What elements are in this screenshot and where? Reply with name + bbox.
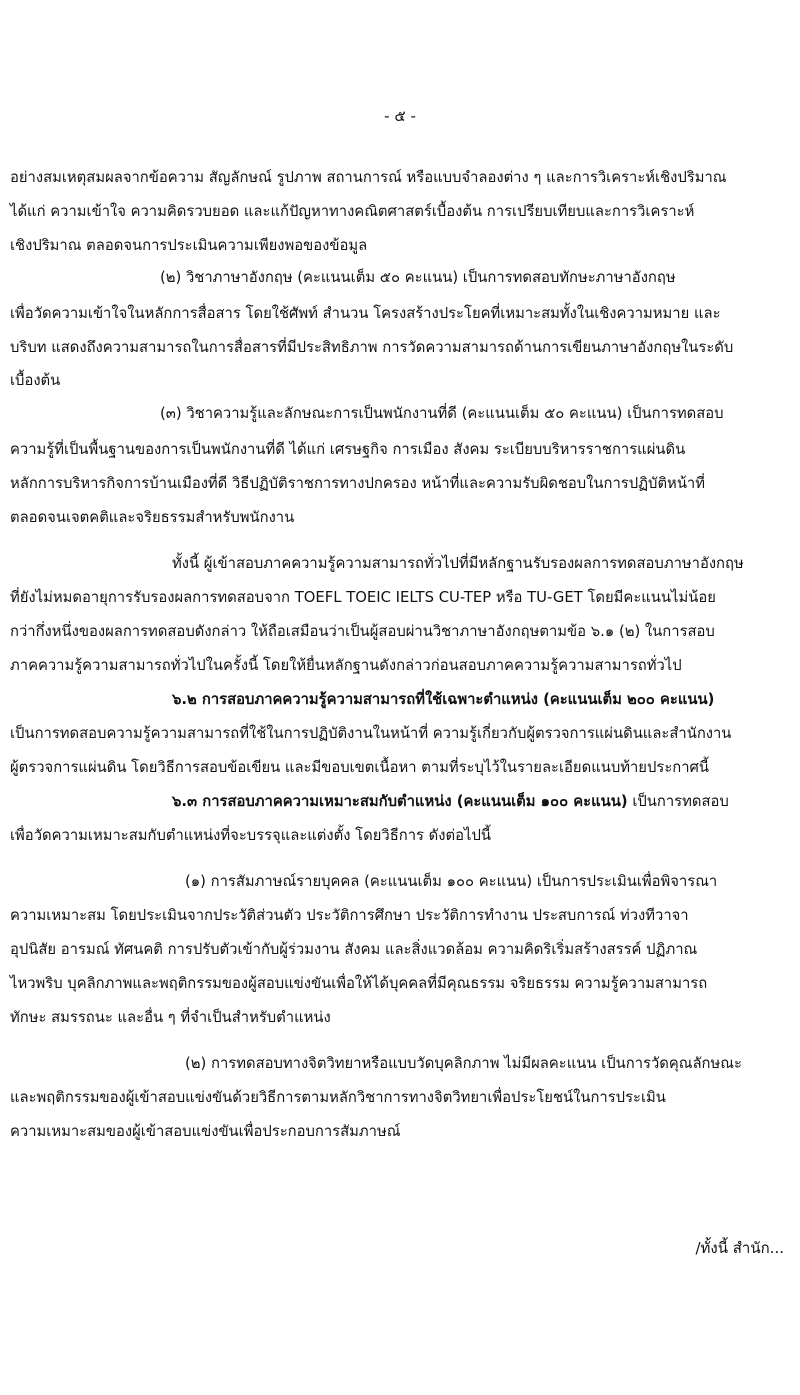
section-line [172, 792, 729, 812]
text-line: (๓) วิชาความรู้และลักษณะการเป็นพนักงานที่ดี (คะแนนเต็ม ๕๐ คะแนน) เป็นการทดสอบ [160, 405, 724, 422]
text-line: เพื่อวัดความเข้าใจในหลักการสื่อสาร โดยใช้ศัพท์ สำนวน โครงสร้างประโยคที่เหมาะสมทั้งในเชิงความหมาย และ [10, 305, 721, 322]
section-heading: ๖.๒ การสอบภาคความรู้ความสามารถที่ใช้เฉพาะตำแหน่ง (คะแนนเต็ม ๒๐๐ คะแนน) [172, 691, 715, 708]
text-line: อุปนิสัย อารมณ์ ทัศนคติ การปรับตัวเข้ากับผู้ร่วมงาน สังคม และสิ่งแวดล้อม ความคิดริเริ่มสร้างสรรค์ ปฏิภาณ [10, 941, 698, 958]
section-heading: ๖.๓ การสอบภาคความเหมาะสมกับตำแหน่ง (คะแนนเต็ม ๑๐๐ คะแนน) [172, 793, 628, 810]
text-line: เพื่อวัดความเหมาะสมกับตำแหน่งที่จะบรรจุและแต่งตั้ง โดยวิธีการ ดังต่อไปนี้ [10, 827, 491, 844]
text-line: เบื้องต้น [10, 372, 61, 389]
text-line: (๒) การทดสอบทางจิตวิทยาหรือแบบวัดบุคลิกภาพ ไม่มีผลคะแนน เป็นการวัดคุณลักษณะ [185, 1055, 742, 1072]
text-line: กว่ากึ่งหนึ่งของผลการทดสอบดังกล่าว ให้ถือเสมือนว่าเป็นผู้สอบผ่านวิชาภาษาอังกฤษตามข้อ ๖.๑ (๒) ในการสอบ [10, 623, 715, 640]
text-line: บริบท แสดงถึงความสามารถในการสื่อสารที่มีประสิทธิภาพ การวัดความสามารถด้านการเขียนภาษาอังกฤษในระดับ [10, 339, 734, 356]
text-line: (๒) วิชาภาษาอังกฤษ (คะแนนเต็ม ๕๐ คะแนน) เป็นการทดสอบทักษะภาษาอังกฤษ [160, 269, 676, 286]
text-line: ความรู้ที่เป็นพื้นฐานของการเป็นพนักงานที่ดี ได้แก่ เศรษฐกิจ การเมือง สังคม ระเบียบบริหารราชการแผ่นดิน [10, 441, 686, 458]
text-line: ไหวพริบ บุคลิกภาพและพฤติกรรมของผู้สอบแข่งขันเพื่อให้ได้บุคคลที่มีคุณธรรม จริยธรรม ความรู้ความสามารถ [10, 975, 708, 992]
text-line: ภาคความรู้ความสามารถทั่วไปในครั้งนี้ โดยให้ยื่นหลักฐานดังกล่าวก่อนสอบภาคความรู้ความสามารถทั่วไป [10, 657, 682, 674]
text-line: อย่างสมเหตุสมผลจากข้อความ สัญลักษณ์ รูปภาพ สถานการณ์ หรือแบบจำลองต่าง ๆ และการวิเคราะห์เชิงปริมาณ [10, 169, 727, 186]
text-line: ตลอดจนเจตคติและจริยธรรมสำหรับพนักงาน [10, 509, 295, 526]
text-line: ความเหมาะสม โดยประเมินจากประวัติส่วนตัว ประวัติการศึกษา ประวัติการทำงาน ประสบการณ์ ท่วงทีวาจา [10, 907, 689, 924]
text-line: ที่ยังไม่หมดอายุการรับรองผลการทดสอบจาก TOEFL TOEIC IELTS CU-TEP หรือ TU-GET โดยมีคะแนนไม่น้อย [10, 589, 716, 606]
text-line: (๑) การสัมภาษณ์รายบุคคล (คะแนนเต็ม ๑๐๐ คะแนน) เป็นการประเมินเพื่อพิจารณา [185, 873, 718, 890]
text-line: ความเหมาะสมของผู้เข้าสอบแข่งขันเพื่อประกอบการสัมภาษณ์ [10, 1123, 401, 1140]
continuation-note: /ทั้งนี้ สำนัก... [695, 1239, 784, 1257]
text-line: หลักการบริหารกิจการบ้านเมืองที่ดี วิธีปฏิบัติราชการทางปกครอง หน้าที่และความรับผิดชอบในการปฏิบัติหน้าที่ [10, 475, 705, 492]
text-line: เชิงปริมาณ ตลอดจนการประเมินความเพียงพอของข้อมูล [10, 237, 368, 254]
text-line: ทักษะ สมรรถนะ และอื่น ๆ ที่จำเป็นสำหรับตำแหน่ง [10, 1009, 331, 1026]
text-span: เป็นการทดสอบ [627, 793, 729, 810]
text-line: ผู้ตรวจการแผ่นดิน โดยวิธีการสอบข้อเขียน และมีขอบเขตเนื้อหา ตามที่ระบุไว้ในรายละเอียดแนบท้ายประกาศนี้ [10, 759, 710, 776]
text-line: เป็นการทดสอบความรู้ความสามารถที่ใช้ในการปฏิบัติงานในหน้าที่ ความรู้เกี่ยวกับผู้ตรวจการแผ่นดินและสำนักงาน [10, 725, 732, 742]
page-number: - ๕ - [384, 107, 416, 125]
text-line: ทั้งนี้ ผู้เข้าสอบภาคความรู้ความสามารถทั่วไปที่มีหลักฐานรับรองผลการทดสอบภาษาอังกฤษ [172, 555, 744, 572]
text-line: และพฤติกรรมของผู้เข้าสอบแข่งขันด้วยวิธีการตามหลักวิชาการทางจิตวิทยาเพื่อประโยชน์ในการประเมิน [10, 1089, 666, 1106]
text-line: ได้แก่ ความเข้าใจ ความคิดรวบยอด และแก้ปัญหาทางคณิตศาสตร์เบื้องต้น การเปรียบเทียบและการวิเคราะห์ [10, 203, 695, 220]
